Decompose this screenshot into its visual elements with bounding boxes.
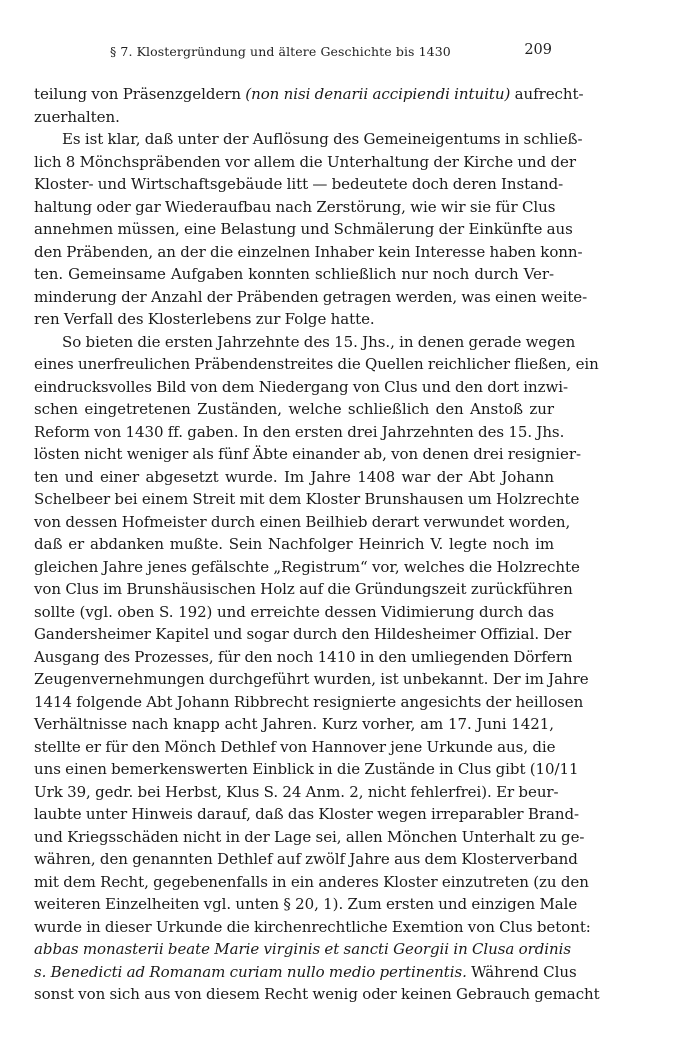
text-line	[34, 713, 554, 736]
text-line	[34, 668, 589, 691]
text-line	[34, 533, 554, 556]
text-line	[34, 263, 554, 286]
text-run: Zeugenvernehmungen durchgeführt wurden, ist unbekannt. Der im Jahre	[34, 670, 589, 688]
text-line	[34, 466, 554, 489]
text-line	[34, 736, 554, 759]
text-line	[34, 421, 565, 444]
text-run: Es ist klar, daß unter der Auflösung des Gemeineigentums in schließ-	[62, 130, 583, 148]
text-run: eines unerfreulichen Präbendenstreites die Quellen reichlicher fließen, ein	[34, 355, 599, 373]
text-line	[34, 218, 573, 241]
text-run: aufrecht-	[510, 85, 584, 103]
text-line	[34, 803, 580, 826]
text-run: und Kriegsschäden nicht in der Lage sei, allen Mönchen Unterhalt zu ge-	[34, 827, 585, 846]
text-run: Gandersheimer Kapitel und sogar durch den Hildesheimer Offizial. Der	[34, 625, 572, 643]
text-line	[34, 646, 573, 669]
text-line	[34, 196, 554, 219]
text-run: sonst von sich aus von diesem Recht wenig oder keinen Gebrauch gemacht	[34, 985, 600, 1003]
text-line	[34, 983, 600, 1006]
text-line	[34, 241, 583, 264]
text-line	[34, 623, 572, 646]
text-line	[34, 758, 579, 781]
text-line	[34, 173, 564, 196]
text-run: sollte (vgl. oben S. 192) und erreichte dessen Vidimierung durch das	[34, 602, 554, 621]
text-run: So bieten die ersten Jahrzehnte des 15. Jhs., in denen gerade wegen	[62, 332, 576, 351]
text-run: weiteren Einzelheiten vgl. unten § 20, 1). Zum ersten und einzigen Male	[34, 895, 578, 913]
text-line	[34, 938, 572, 961]
text-run: währen, den genannten Dethlef auf zwölf Jahre aus dem Klosterverband	[34, 850, 578, 868]
text-run: ten und einer abgesetzt wurde. Im Jahre 1408 war der Abt Johann	[34, 467, 554, 486]
text-line	[34, 556, 580, 579]
text-run: haltung oder gar Wiederaufbau nach Zerstörung, wie wir sie für Clus	[34, 197, 556, 216]
text-run: annehmen müssen, eine Belastung und Schmälerung der Einkünfte aus	[34, 220, 573, 238]
latin-quote: abbas monasterii beate Marie virginis et sancti Georgii in Clusa ordinis	[34, 940, 572, 958]
text-line	[34, 308, 554, 331]
text-run: zuerhalten.	[34, 107, 120, 126]
text-run: stellte er für den Mönch Dethlef von Hannover jene Urkunde aus, die	[34, 737, 556, 756]
text-line	[34, 398, 554, 421]
text-line	[34, 511, 571, 534]
text-line	[34, 961, 577, 984]
text-run: lösten nicht weniger als fünf Äbte einander ab, von denen drei resignier-	[34, 445, 581, 463]
text-run: Urk 39, gedr. bei Herbst, Klus S. 24 Anm. 2, nicht fehlerfrei). Er beur-	[34, 782, 559, 801]
text-run: ten. Gemeinsame Aufgaben konnten schließlich nur noch durch Ver-	[34, 265, 554, 283]
latin-quote: s. Benedicti ad Romanam curiam nullo medio pertinentis.	[34, 962, 467, 981]
text-line	[34, 488, 580, 511]
text-run: lich 8 Mönchspräbenden vor allem die Unterhaltung der Kirche und der	[34, 152, 576, 171]
text-run: schen eingetretenen Zuständen, welche schließlich den Anstoß zur	[34, 400, 554, 418]
text-line	[34, 286, 588, 309]
text-line	[34, 353, 599, 376]
text-line	[34, 871, 589, 894]
text-line	[34, 848, 578, 871]
text-run: den Präbenden, an der die einzelnen Inhaber kein Interesse haben konn-	[34, 242, 583, 261]
running-head: § 7. Klostergründung und ältere Geschichte bis 1430	[110, 44, 451, 59]
text-line	[34, 691, 584, 714]
text-line	[34, 331, 576, 354]
text-run: Ausgang des Prozesses, für den noch 1410 in den umliegenden Dörfern	[34, 647, 573, 666]
text-run: ren Verfall des Klosterlebens zur Folge hatte.	[34, 310, 375, 328]
text-run: teilung von Präsenzgeldern	[34, 85, 246, 103]
text-line	[34, 376, 569, 399]
text-line	[34, 601, 554, 624]
text-run: minderung der Anzahl der Präbenden getragen werden, was einen weite-	[34, 287, 588, 306]
text-run: Schelbeer bei einem Streit mit dem Kloster Brunshausen um Holzrechte	[34, 490, 580, 508]
text-line	[34, 916, 591, 939]
body-text	[34, 83, 600, 1006]
text-run: Kloster- und Wirtschaftsgebäude litt — bedeutete doch deren Instand-	[34, 175, 564, 193]
text-run: wurde in dieser Urkunde die kirchenrechtliche Exemtion von Clus betont:	[34, 917, 591, 936]
text-line	[34, 893, 578, 916]
text-line	[34, 128, 583, 151]
text-run: von Clus im Brunshäusischen Holz auf die Gründungszeit zurückführen	[34, 580, 573, 598]
text-run: laubte unter Hinweis darauf, daß das Kloster wegen irreparabler Brand-	[34, 805, 580, 823]
text-line	[34, 443, 581, 466]
text-run: mit dem Recht, gegebenenfalls in ein anderes Kloster einzutreten (zu den	[34, 872, 589, 891]
text-line	[34, 578, 573, 601]
text-line	[34, 781, 559, 804]
text-line	[34, 826, 585, 849]
text-run: uns einen bemerkenswerten Einblick in die Zustände in Clus gibt (10/11	[34, 760, 579, 778]
text-run: gleichen Jahre jenes gefälschte „Registrum“ vor, welches die Holzrechte	[34, 557, 580, 576]
text-run: 1414 folgende Abt Johann Ribbrecht resignierte angesichts der heillosen	[34, 692, 584, 711]
text-run: eindrucksvolles Bild von dem Niedergang von Clus und den dort inzwi-	[34, 377, 569, 396]
text-run: Verhältnisse nach knapp acht Jahren. Kurz vorher, am 17. Juni 1421,	[34, 715, 554, 733]
text-line	[34, 106, 554, 129]
text-run: Reform von 1430 ff. gaben. In den ersten drei Jahrzehnten des 15. Jhs.	[34, 422, 565, 441]
text-run: von dessen Hofmeister durch einen Beilhieb derart verwundet worden,	[34, 512, 571, 531]
page-number: 209	[524, 42, 552, 58]
text-line	[34, 83, 584, 106]
text-line	[34, 151, 576, 174]
text-run: Während Clus	[466, 962, 577, 981]
latin-quote: (non nisi denarii accipiendi intuitu)	[245, 85, 511, 103]
text-run: daß er abdanken mußte. Sein Nachfolger Heinrich V. legte noch im	[34, 535, 554, 553]
